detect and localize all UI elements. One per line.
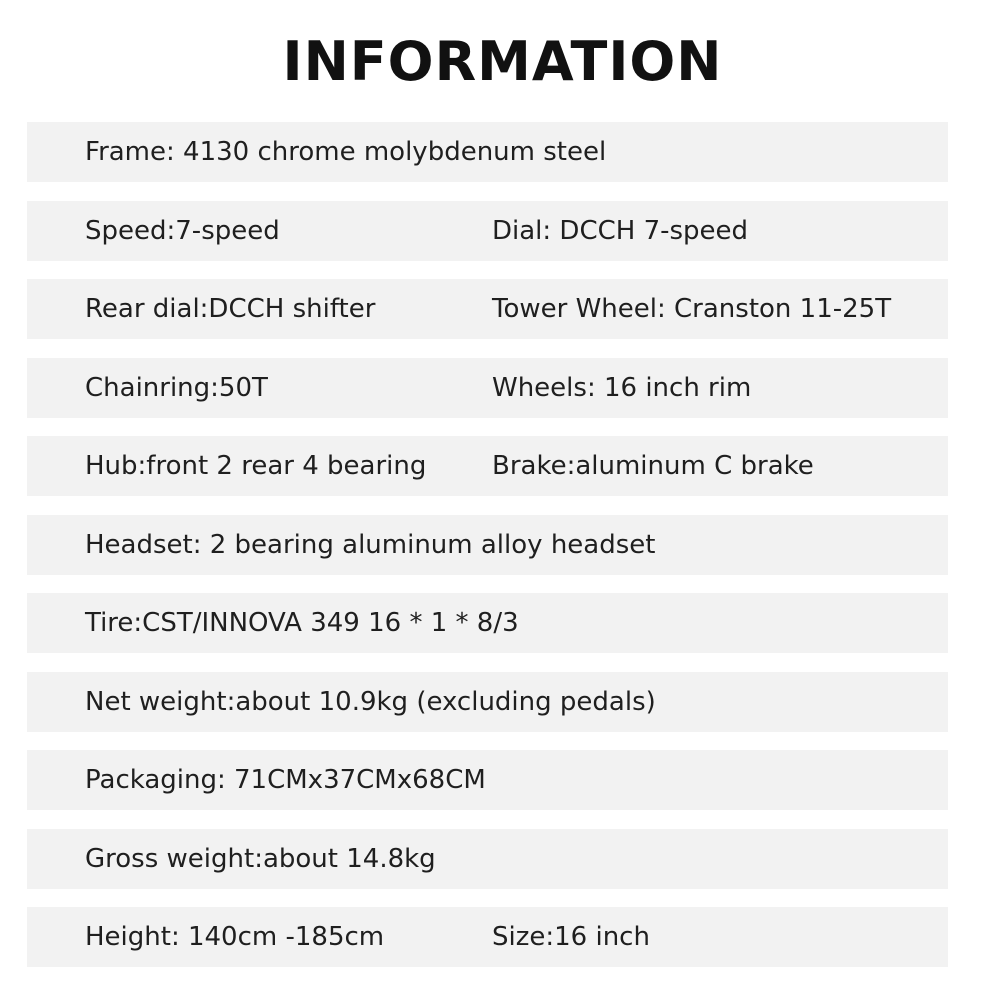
spec-height: Height: 140cm -185cm xyxy=(85,922,385,952)
spec-net-weight: Net weight:about 10.9kg (excluding pedals) xyxy=(85,686,656,717)
spec-dial: Dial: DCCH 7-speed xyxy=(492,215,749,246)
spec-chainring: Chainring:50T xyxy=(85,372,268,403)
spec-row-gross-weight xyxy=(27,829,948,889)
spec-hub: Hub:front 2 rear 4 bearing xyxy=(85,451,427,481)
spec-table xyxy=(27,122,948,986)
spec-packaging: Packaging: 71CMx37CMx68CM xyxy=(85,765,486,795)
spec-row-net-weight xyxy=(27,672,948,732)
spec-row-hub xyxy=(27,436,948,496)
spec-row-headset xyxy=(27,515,948,575)
spec-row-chainring xyxy=(27,358,948,418)
spec-wheels: Wheels: 16 inch rim xyxy=(492,372,752,403)
spec-row-rear-dial xyxy=(27,279,948,339)
spec-size: Size:16 inch xyxy=(492,922,650,952)
spec-gross-weight: Gross weight:about 14.8kg xyxy=(85,843,436,874)
spec-row-packaging xyxy=(27,750,948,810)
spec-row-height xyxy=(27,907,948,967)
spec-rear-dial: Rear dial:DCCH shifter xyxy=(85,294,376,324)
spec-brake: Brake:aluminum C brake xyxy=(492,451,814,481)
spec-tire: Tire:CST/INNOVA 349 16 * 1 * 8/3 xyxy=(85,608,519,638)
spec-row-frame xyxy=(27,122,948,182)
spec-tower-wheel: Tower Wheel: Cranston 11-25T xyxy=(492,294,892,324)
spec-frame: Frame: 4130 chrome molybdenum steel xyxy=(85,137,607,167)
page-title: INFORMATION xyxy=(282,30,723,93)
spec-headset: Headset: 2 bearing aluminum alloy headset xyxy=(85,529,656,560)
spec-speed: Speed:7-speed xyxy=(85,215,280,246)
spec-row-speed xyxy=(27,201,948,261)
spec-row-tire xyxy=(27,593,948,653)
